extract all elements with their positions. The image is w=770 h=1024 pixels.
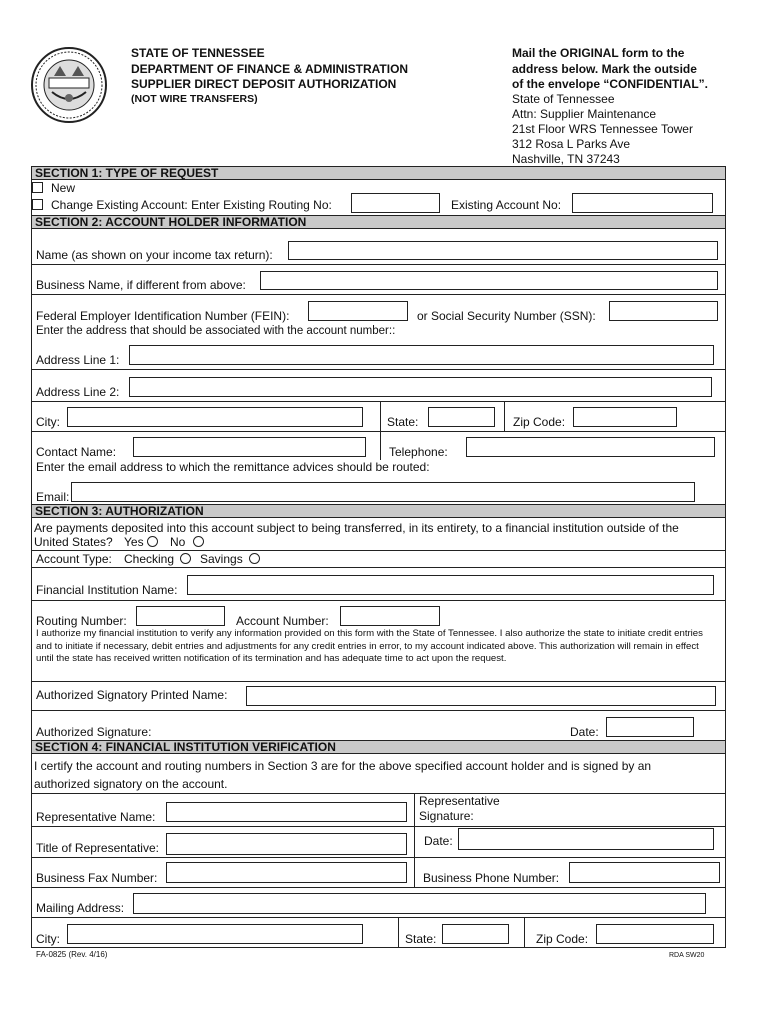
- address-line-2-label: Address Line 2:: [36, 385, 120, 399]
- institution-city-label: City:: [36, 932, 60, 946]
- state-input[interactable]: [428, 407, 495, 427]
- checking-radio[interactable]: [180, 553, 191, 564]
- section-3-header: SECTION 3: AUTHORIZATION: [31, 504, 726, 518]
- zip-code-label: Zip Code:: [513, 415, 566, 429]
- email-note: Enter the email address to which the remittance advices should be routed:: [36, 460, 430, 474]
- savings-label: Savings: [200, 552, 243, 566]
- institution-zip-label: Zip Code:: [536, 932, 589, 946]
- form-code: RDA SW20: [669, 952, 705, 959]
- financial-institution-input[interactable]: [187, 575, 714, 595]
- email-label: Email:: [36, 490, 70, 504]
- business-fax-input[interactable]: [166, 862, 407, 883]
- account-number-label: Account Number:: [236, 614, 329, 628]
- section-2-header: SECTION 2: ACCOUNT HOLDER INFORMATION: [31, 215, 726, 229]
- section-4-header: SECTION 4: FINANCIAL INSTITUTION VERIFICATION: [31, 740, 726, 754]
- ssn-label: or Social Security Number (SSN):: [417, 309, 596, 323]
- verification-date-label: Date:: [424, 834, 453, 848]
- business-fax-label: Business Fax Number:: [36, 871, 158, 885]
- routing-number-input[interactable]: [136, 606, 225, 626]
- address-line-1-input[interactable]: [129, 345, 714, 365]
- yes-label: Yes: [124, 535, 144, 549]
- header-line-1: STATE OF TENNESSEE: [131, 46, 265, 60]
- divider: [31, 681, 726, 682]
- signatory-name-label: Authorized Signatory Printed Name:: [36, 688, 228, 702]
- account-type-label: Account Type:: [36, 552, 112, 566]
- divider: [31, 567, 726, 568]
- mail-instruction-3: of the envelope “CONFIDENTIAL”.: [512, 77, 709, 91]
- city-input[interactable]: [67, 407, 363, 427]
- fein-label: Federal Employer Identification Number (FEIN):: [36, 309, 290, 323]
- divider: [31, 550, 726, 551]
- business-name-input[interactable]: [260, 271, 718, 290]
- no-radio[interactable]: [193, 536, 204, 547]
- existing-account-input[interactable]: [572, 193, 713, 213]
- telephone-input[interactable]: [466, 437, 715, 457]
- header-line-3: SUPPLIER DIRECT DEPOSIT AUTHORIZATION: [131, 77, 397, 91]
- divider: [504, 401, 505, 431]
- divider: [31, 401, 726, 402]
- title-of-representative-input[interactable]: [166, 833, 407, 855]
- routing-number-label: Routing Number:: [36, 614, 127, 628]
- divider: [31, 710, 726, 711]
- mail-address-3: 21st Floor WRS Tennessee Tower: [512, 122, 693, 136]
- no-label: No: [170, 535, 186, 549]
- divider: [31, 887, 726, 888]
- existing-routing-input[interactable]: [351, 193, 440, 213]
- divider: [31, 857, 726, 858]
- financial-institution-label: Financial Institution Name:: [36, 583, 178, 597]
- authorization-text: I authorize my financial institution to verify any information provided on this form with the State of Tennessee. I also authorize the state to initiate credit entries and to initiate if necessary, debit entries and adjustments for any credit entries in error, to my account indicated above. This authorization will remain in effect until the state has received written notification of its termination and has adequate time to act upon the request.: [36, 628, 703, 664]
- header-line-4: (NOT WIRE TRANSFERS): [131, 93, 258, 105]
- date-label: Date:: [570, 725, 599, 739]
- mail-address-2: Attn: Supplier Maintenance: [512, 107, 657, 121]
- certify-line-1: I certify the account and routing numbers in Section 3 are for the above specified account holder and is signed by an: [34, 759, 652, 773]
- new-checkbox[interactable]: [32, 182, 43, 193]
- date-input[interactable]: [606, 717, 694, 737]
- zip-code-input[interactable]: [573, 407, 677, 427]
- divider: [414, 793, 415, 887]
- address-line-2-input[interactable]: [129, 377, 712, 397]
- section-1-header: SECTION 1: TYPE OF REQUEST: [31, 166, 726, 180]
- address-note: Enter the address that should be associated with the account number::: [36, 325, 396, 337]
- business-phone-input[interactable]: [569, 862, 720, 883]
- mail-instruction-1: Mail the ORIGINAL form to the: [512, 46, 685, 60]
- header-line-2: DEPARTMENT OF FINANCE & ADMINISTRATION: [131, 62, 409, 76]
- email-input[interactable]: [71, 482, 695, 502]
- divider: [31, 294, 726, 295]
- mail-address-4: 312 Rosa L Parks Ave: [512, 137, 631, 151]
- address-line-1-label: Address Line 1:: [36, 353, 120, 367]
- contact-name-input[interactable]: [133, 437, 366, 457]
- change-existing-label: Change Existing Account: Enter Existing Routing No:: [51, 198, 332, 212]
- mailing-address-input[interactable]: [133, 893, 706, 914]
- mailing-address-label: Mailing Address:: [36, 901, 125, 915]
- institution-state-label: State:: [405, 932, 437, 946]
- representative-signature-label-2: Signature:: [419, 809, 474, 823]
- telephone-label: Telephone:: [389, 445, 448, 459]
- contact-name-label: Contact Name:: [36, 445, 117, 459]
- representative-signature-label-1: Representative: [419, 794, 500, 808]
- representative-name-label: Representative Name:: [36, 810, 156, 824]
- change-existing-checkbox[interactable]: [32, 199, 43, 210]
- title-of-representative-label: Title of Representative:: [36, 841, 159, 855]
- divider: [31, 917, 726, 918]
- institution-city-input[interactable]: [67, 924, 363, 944]
- signatory-name-input[interactable]: [246, 686, 716, 706]
- city-label: City:: [36, 415, 60, 429]
- institution-zip-input[interactable]: [596, 924, 714, 944]
- checking-label: Checking: [124, 552, 175, 566]
- name-label: Name (as shown on your income tax return):: [36, 248, 273, 262]
- divider: [31, 431, 726, 432]
- existing-account-label: Existing Account No:: [451, 198, 562, 212]
- transfer-question-line-2: United States?: [34, 535, 113, 549]
- business-phone-label: Business Phone Number:: [423, 871, 560, 885]
- fein-input[interactable]: [308, 301, 408, 321]
- ssn-input[interactable]: [609, 301, 718, 321]
- name-input[interactable]: [288, 241, 718, 260]
- divider: [524, 917, 525, 947]
- representative-name-input[interactable]: [166, 802, 407, 822]
- divider: [398, 917, 399, 947]
- transfer-question-line-1: Are payments deposited into this account subject to being transferred, in its entirety, to a financial institution outside of the: [34, 521, 679, 535]
- state-label: State:: [387, 415, 419, 429]
- business-name-label: Business Name, if different from above:: [36, 278, 246, 292]
- certify-line-2: authorized signatory on the account.: [34, 777, 228, 791]
- savings-radio[interactable]: [249, 553, 260, 564]
- divider: [31, 369, 726, 370]
- signature-label: Authorized Signature:: [36, 725, 152, 739]
- divider: [31, 600, 726, 601]
- divider: [380, 431, 381, 460]
- account-number-input[interactable]: [340, 606, 440, 626]
- divider: [31, 264, 726, 265]
- divider: [31, 793, 726, 794]
- institution-state-input[interactable]: [442, 924, 509, 944]
- form-number: FA-0825 (Rev. 4/16): [36, 950, 108, 959]
- new-label: New: [51, 181, 76, 195]
- yes-radio[interactable]: [147, 536, 158, 547]
- mail-address-1: State of Tennessee: [512, 92, 615, 106]
- mail-address-5: Nashville, TN 37243: [512, 152, 620, 166]
- state-seal-logo: [30, 46, 108, 124]
- mail-instruction-2: address below. Mark the outside: [512, 62, 697, 76]
- divider: [31, 826, 726, 827]
- divider: [380, 401, 381, 431]
- verification-date-input[interactable]: [458, 828, 714, 850]
